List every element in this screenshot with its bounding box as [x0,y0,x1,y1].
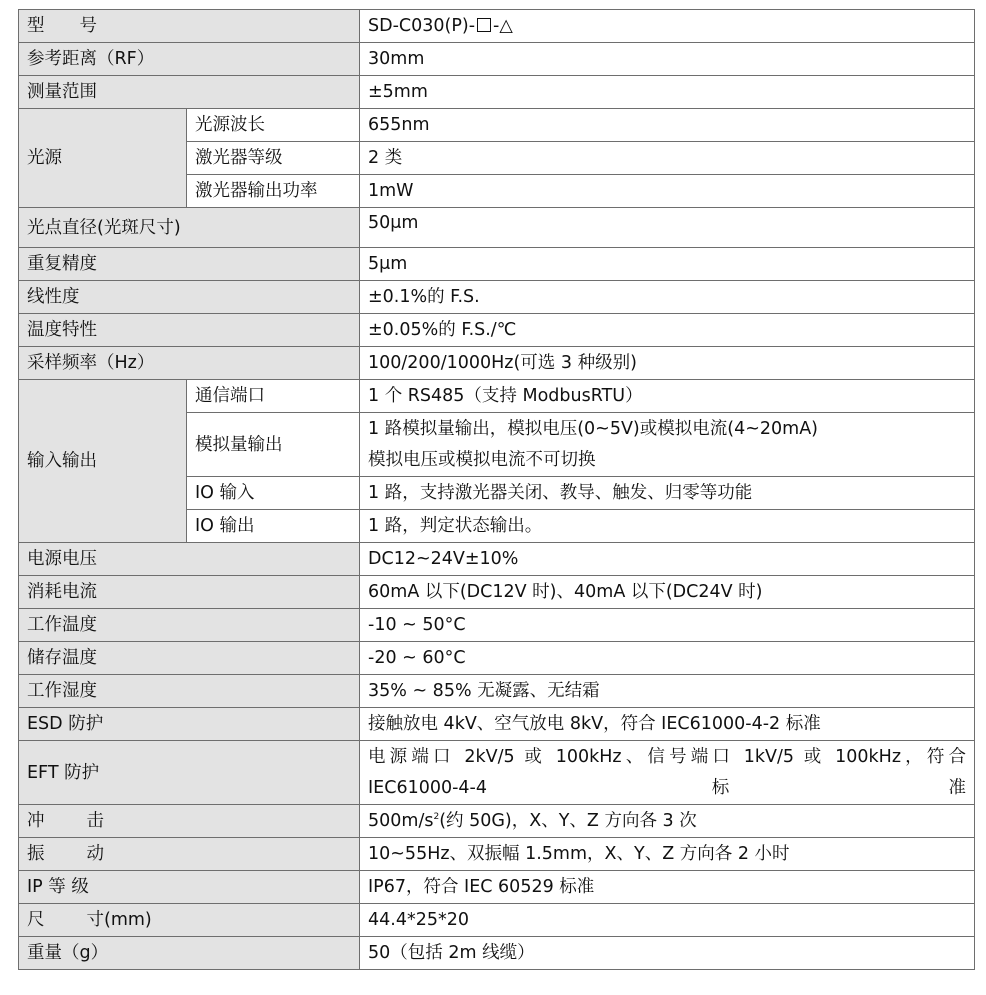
table-row [19,871,975,904]
label-linearity: 线性度 [19,281,360,314]
value-current: 60mA 以下(DC12V 时)、40mA 以下(DC24V 时) [360,576,975,609]
label-current: 消耗电流 [19,576,360,609]
value-range: ±5mm [360,76,975,109]
table-row [19,347,975,380]
label-temp-char: 温度特性 [19,314,360,347]
label-laser-class: 激光器等级 [187,142,360,175]
value-vibration: 10~55Hz、双振幅 1.5mm，X、Y、Z 方向各 2 小时 [360,838,975,871]
value-linearity: ±0.1%的 F.S. [360,281,975,314]
value-io-out: 1 路，判定状态输出。 [360,510,975,543]
label-ref-distance: 参考距离（RF） [19,43,360,76]
value-eft: 电源端口 2kV/5 或 100kHz、信号端口 1kV/5 或 100kHz，符合 IEC61000-4-4 标准 [360,741,975,805]
value-repeatability: 5μm [360,248,975,281]
label-shock: 冲 击 [19,805,360,838]
table-row [19,576,975,609]
value-laser-class: 2 类 [360,142,975,175]
label-supply-voltage: 电源电压 [19,543,360,576]
table-row [19,380,975,413]
value-temp-char: ±0.05%的 F.S./℃ [360,314,975,347]
label-comm: 通信端口 [187,380,360,413]
value-storage-temp: -20 ~ 60°C [360,642,975,675]
table-row [19,937,975,970]
table-row [19,543,975,576]
label-vibration: 振 动 [19,838,360,871]
table-row [19,281,975,314]
value-sampling: 100/200/1000Hz(可选 3 种级别) [360,347,975,380]
value-shock: $500m/s^2$(约 50G)，X、Y、Z 方向各 3 次 [360,805,975,838]
table-row [19,208,975,248]
value-supply-voltage: DC12~24V±10% [360,543,975,576]
label-range: 测量范围 [19,76,360,109]
table-row [19,10,975,43]
label-model: 型 号 [19,10,360,43]
value-io-in: 1 路，支持激光器关闭、教导、触发、归零等功能 [360,477,975,510]
table-row [19,76,975,109]
spec-table [18,9,975,970]
label-eft: EFT 防护 [19,741,360,805]
table-row [19,43,975,76]
table-row [19,642,975,675]
value-wavelength: 655nm [360,109,975,142]
label-esd: ESD 防护 [19,708,360,741]
table-row [19,314,975,347]
value-model: SD-C030(P)- -△ [360,10,975,43]
table-row [19,248,975,281]
label-repeatability: 重复精度 [19,248,360,281]
label-humidity: 工作湿度 [19,675,360,708]
table-row [19,838,975,871]
value-spot-diameter: 50μm [360,208,975,248]
value-op-temp: -10 ~ 50°C [360,609,975,642]
label-spot-diameter: 光点直径(光斑尺寸) [19,208,360,248]
table-row [19,609,975,642]
label-op-temp: 工作温度 [19,609,360,642]
table-row [19,109,975,142]
value-esd: 接触放电 4kV、空气放电 8kV，符合 IEC61000-4-2 标准 [360,708,975,741]
value-ip: IP67，符合 IEC 60529 标准 [360,871,975,904]
label-io-out: IO 输出 [187,510,360,543]
label-sampling: 采样频率（Hz） [19,347,360,380]
label-analog: 模拟量输出 [187,413,360,477]
label-weight: 重量（g） [19,937,360,970]
square-placeholder-icon [477,18,491,32]
table-row [19,675,975,708]
label-light-source: 光源 [19,109,187,208]
value-weight: 50（包括 2m 线缆） [360,937,975,970]
table-row [19,904,975,937]
value-size: 44.4*25*20 [360,904,975,937]
label-storage-temp: 储存温度 [19,642,360,675]
value-analog: 1 路模拟量输出，模拟电压(0~5V)或模拟电流(4~20mA) 模拟电压或模拟电流不可切换 [360,413,975,477]
value-ref-distance: 30mm [360,43,975,76]
label-laser-power: 激光器输出功率 [187,175,360,208]
label-io-in: IO 输入 [187,477,360,510]
value-laser-power: 1mW [360,175,975,208]
value-comm: 1 个 RS485（支持 ModbusRTU） [360,380,975,413]
table-row [19,805,975,838]
label-io: 输入输出 [19,380,187,543]
label-size: 尺 寸(mm) [19,904,360,937]
label-ip: IP 等 级 [19,871,360,904]
table-row [19,741,975,805]
value-humidity: 35% ~ 85% 无凝露、无结霜 [360,675,975,708]
table-row [19,708,975,741]
label-wavelength: 光源波长 [187,109,360,142]
